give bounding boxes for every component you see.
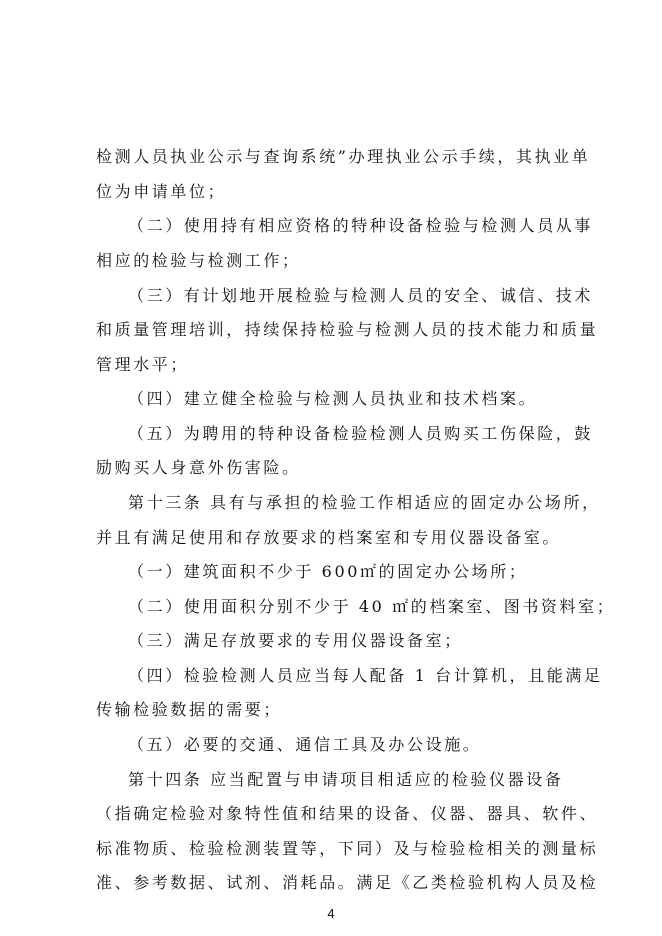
text-line: （五）必要的交通、通信工具及办公设施。 <box>128 735 482 754</box>
text-line: 标准物质、检验检测装置等，下同）及与检验检相关的测量标 <box>96 839 599 858</box>
text-line: 相应的检验与检测工作； <box>96 251 301 270</box>
text-line: （二）使用持有相应资格的特种设备检验与检测人员从事 <box>128 216 594 235</box>
text-line: 管理水平； <box>96 355 190 374</box>
text-line: （五）为聘用的特种设备检验检测人员购买工伤保险，鼓 <box>128 424 594 443</box>
text-line: 检测人员执业公示与查询系统”办理执业公示手续，其执业单 <box>96 147 591 166</box>
text-line: 传输检验数据的需要； <box>96 700 283 719</box>
text-line: 励购买人身意外伤害险。 <box>96 458 301 477</box>
text-line: 位为申请单位； <box>96 182 227 201</box>
text-line: 准、参考数据、试剂、消耗品。满足《乙类检验机构人员及检 <box>96 873 599 892</box>
text-line: （二）使用面积分别不少于 40 ㎡的档案室、图书资料室； <box>128 597 616 616</box>
text-line: （四）检验检测人员应当每人配备 1 台计算机，且能满足 <box>128 666 603 685</box>
text-line: 并且有满足使用和存放要求的档案室和专用仪器设备室。 <box>96 528 562 547</box>
article-heading-line: 第十四条 应当配置与申请项目相适应的检验仪器设备 <box>128 770 564 789</box>
page-number: 4 <box>327 906 335 921</box>
text-line: （三）有计划地开展检验与检测人员的安全、诚信、技术 <box>128 286 594 305</box>
text-line: （一）建筑面积不少于 600㎡的固定办公场所； <box>128 562 528 581</box>
article-heading-line: 第十三条 具有与承担的检验工作相适应的固定办公场所， <box>128 493 601 512</box>
text-line: 和质量管理培训，持续保持检验与检测人员的技术能力和质量 <box>96 320 599 339</box>
text-line: （三）满足存放要求的专用仪器设备室； <box>128 631 463 650</box>
text-line: （指确定检验对象特性值和结果的设备、仪器、器具、软件、 <box>96 804 599 823</box>
text-line: （四）建立健全检验与检测人员执业和技术档案。 <box>128 389 538 408</box>
